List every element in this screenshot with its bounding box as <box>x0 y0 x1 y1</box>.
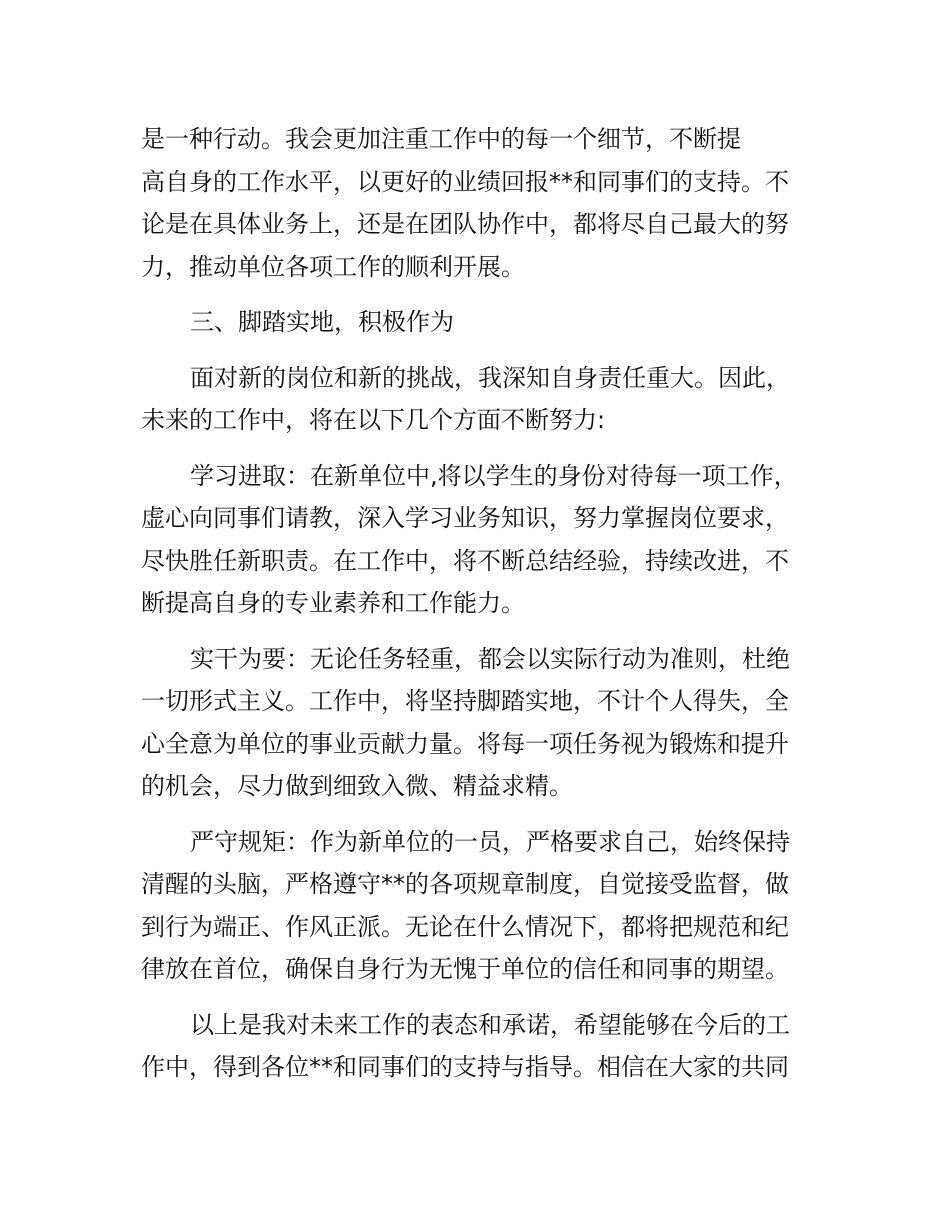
paragraph-practical-work <box>141 638 821 808</box>
text-line: 一切形式主义。工作中，将坚持脚踏实地，不计个人得失，全 <box>141 687 789 715</box>
text-line: 是一种行动。我会更加注重工作中的每一个细节，不断提 <box>141 125 741 153</box>
document-body <box>141 118 821 1102</box>
section-heading-three <box>141 301 821 344</box>
text-line: 严守规矩：作为新单位的一员，严格要求自己，始终保持 <box>190 827 790 856</box>
paragraph-discipline <box>141 821 821 991</box>
text-line: 论是在具体业务上，还是在团队协作中，都将尽自己最大的努 <box>141 210 789 238</box>
text-line: 学习进取：在新单位中,将以学生的身份对待每一项工作， <box>190 461 798 490</box>
text-line: 高自身的工作水平，以更好的业绩回报**和同事们的支持。不 <box>141 167 789 196</box>
paragraph-learning <box>141 455 821 625</box>
heading-line: 三、脚踏实地，积极作为 <box>190 308 454 336</box>
text-line: 未来的工作中，将在以下几个方面不断努力: <box>141 406 606 434</box>
text-line: 面对新的岗位和新的挑战，我深知自身责任重大。因此， <box>190 363 790 392</box>
paragraph-commitment-continued <box>141 118 821 288</box>
text-line: 力，推动单位各项工作的顺利开展。 <box>141 252 525 281</box>
text-line: 清醒的头脑，严格遵守**的各项规章制度，自觉接受监督，做 <box>141 870 789 898</box>
text-line: 到行为端正、作风正派。无论在什么情况下，都将把规范和纪 <box>141 912 789 941</box>
text-line: 以上是我对未来工作的表态和承诺，希望能够在今后的工 <box>190 1010 790 1039</box>
text-line: 作中，得到各位**和同事们的支持与指导。相信在大家的共同 <box>141 1053 789 1081</box>
text-line: 的机会，尽力做到细致入微、精益求精。 <box>141 772 573 800</box>
text-line: 心全意为单位的事业贡献力量。将每一项任务视为锻炼和提升 <box>141 729 789 758</box>
text-line: 虚心向同事们请教，深入学习业务知识，努力掌握岗位要求， <box>141 504 789 532</box>
text-line: 尽快胜任新职责。在工作中，将不断总结经验，持续改进，不 <box>141 546 789 575</box>
text-line: 断提高自身的专业素养和工作能力。 <box>141 589 525 617</box>
paragraph-closing <box>141 1004 821 1089</box>
paragraph-new-challenges <box>141 357 821 442</box>
text-line: 实干为要：无论任务轻重，都会以实际行动为准则，杜绝 <box>190 644 790 673</box>
text-line: 律放在首位，确保自身行为无愧于单位的信任和同事的期望。 <box>141 955 789 983</box>
